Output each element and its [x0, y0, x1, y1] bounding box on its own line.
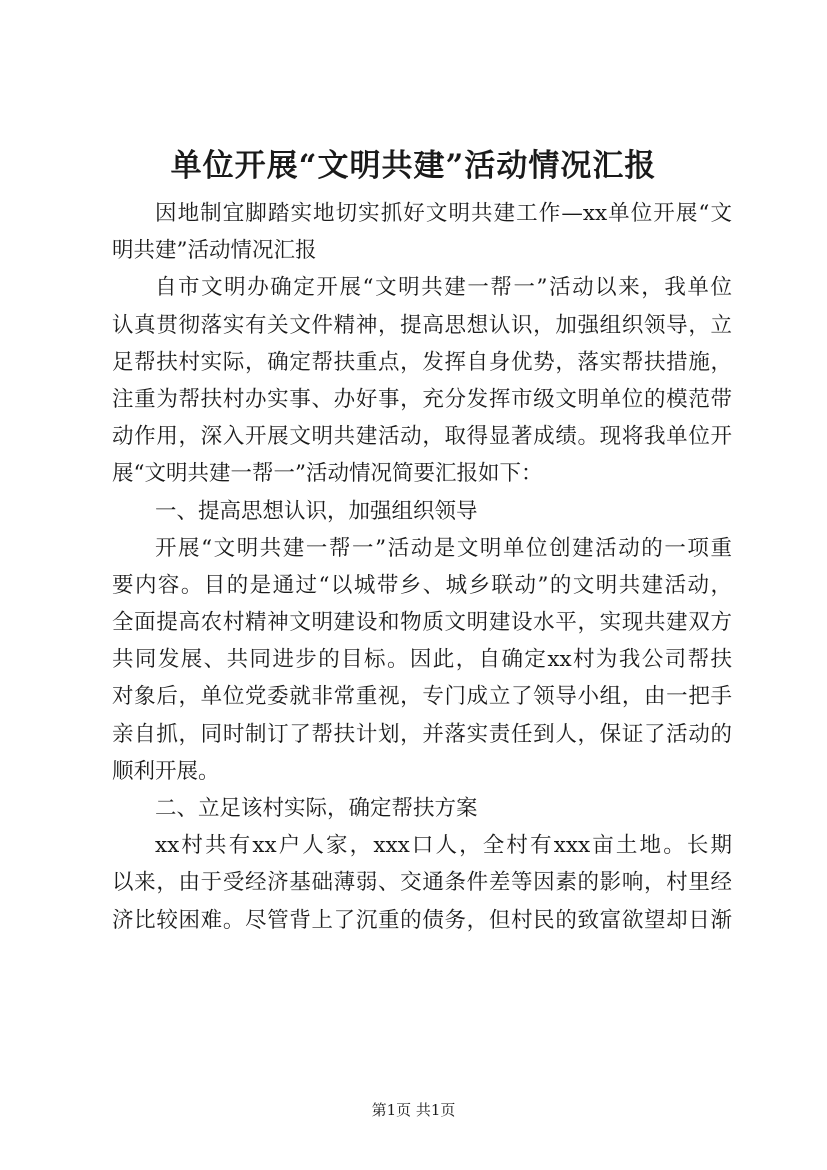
text-line: 注重为帮扶村办实事、办好事，充分发挥市级文明单位的模范带 — [112, 386, 732, 412]
text-line: 动作用，深入开展文明共建活动，取得显著成绩。现将我单位开 — [112, 424, 732, 450]
text-line: 明共建”活动情况汇报 — [112, 238, 317, 264]
text-line: 展“文明共建一帮一”活动情况简要汇报如下： — [112, 461, 543, 487]
text-line: 二、立足该村实际，确定帮扶方案 — [155, 796, 478, 821]
text-line: 认真贯彻落实有关文件精神，提高思想认识，加强组织领导，立 — [112, 312, 732, 338]
text-line: 济比较困难。尽管背上了沉重的债务，但村民的致富欲望却日渐 — [112, 907, 732, 933]
document-body — [112, 195, 732, 939]
text-line: 一、提高思想认识，加强组织领导 — [155, 498, 478, 524]
document-title: 单位开展“文明共建”活动情况汇报 — [170, 148, 657, 184]
page-footer: 第1页 共1页 — [371, 1101, 456, 1119]
text-line: 自市文明办确定开展“文明共建一帮一”活动以来，我单位 — [155, 275, 732, 301]
text-line: 全面提高农村精神文明建设和物质文明建设水平，实现共建双方 — [112, 610, 732, 636]
text-line: xx村共有xx户人家，xxx口人，全村有xxx亩土地。长期 — [155, 833, 732, 859]
text-line: 开展“文明共建一帮一”活动是文明单位创建活动的一项重 — [155, 535, 732, 561]
text-line: 共同发展、共同进步的目标。因此，自确定xx村为我公司帮扶 — [112, 647, 732, 673]
text-line: 足帮扶村实际，确定帮扶重点，发挥自身优势，落实帮扶措施， — [112, 349, 732, 375]
text-line: 以来，由于受经济基础薄弱、交通条件差等因素的影响，村里经 — [112, 870, 732, 896]
text-line: 因地制宜脚踏实地切实抓好文明共建工作—xx单位开展“文 — [155, 201, 732, 226]
text-line: 要内容。目的是通过“以城带乡、城乡联动”的文明共建活动， — [112, 572, 732, 598]
text-line: 顺利开展。 — [112, 758, 220, 784]
text-line: 亲自抓，同时制订了帮扶计划，并落实责任到人，保证了活动的 — [112, 721, 732, 747]
text-line: 对象后，单位党委就非常重视，专门成立了领导小组，由一把手 — [112, 684, 732, 710]
